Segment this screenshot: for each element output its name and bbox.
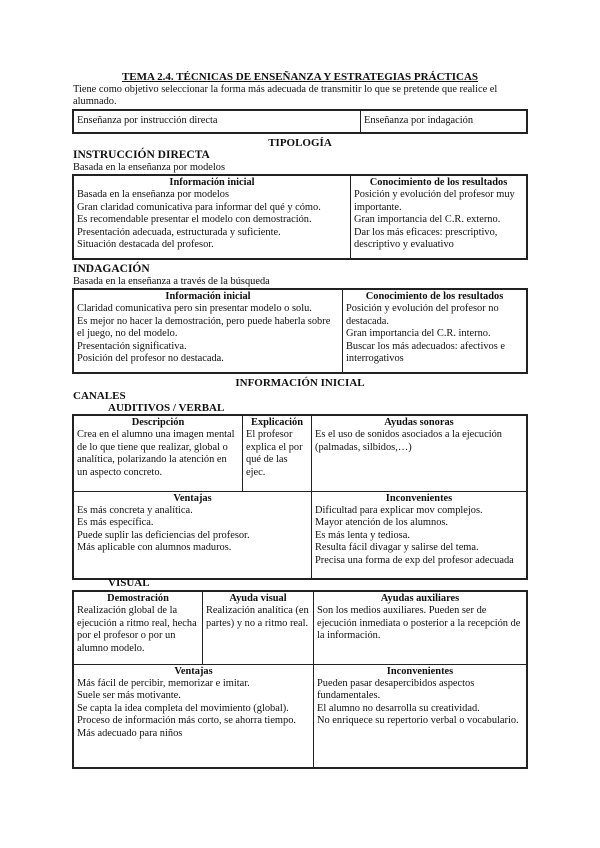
ventajas-cell xyxy=(73,664,314,768)
list-item: Es más concreta y analítica. xyxy=(77,504,193,516)
list-item: Gran importancia del C.R. externo. xyxy=(354,214,501,226)
list-item: Basada en la enseñanza por modelos xyxy=(77,189,230,201)
list-item: No enriquece su repertorio verbal o vocabulario. xyxy=(317,715,519,727)
cell-title: Conocimiento de los resultados xyxy=(365,291,504,302)
list-item: Es más lenta y tediosa. xyxy=(315,529,410,541)
descripcion-cell xyxy=(73,415,243,491)
list-item: Dar los más eficaces: prescriptivo, descriptivo y evaluativo xyxy=(354,226,498,251)
cell-text: Crea en el alumno una imagen mental de lo que tiene que realizar, global o analítica, polarizando la atención en un aspecto concreto. xyxy=(77,429,235,478)
list-item: Más adecuado para niños xyxy=(77,727,183,739)
tipologia-heading: TIPOLOGÍA xyxy=(268,137,332,149)
cell-title: Conocimiento de los resultados xyxy=(369,177,508,188)
list-item: Más fácil de percibir, memorizar e imitar. xyxy=(77,677,250,689)
list-item: Mayor atención de los alumnos. xyxy=(315,517,449,529)
cell-title: Ayudas auxiliares xyxy=(380,593,460,604)
instruccion-cr-cell xyxy=(351,175,528,259)
types-table xyxy=(72,109,528,134)
ayudas-auxiliares-cell xyxy=(314,591,528,664)
auditivos-table xyxy=(72,414,528,580)
auditivos-heading: AUDITIVOS / VERBAL xyxy=(108,402,225,414)
demostracion-cell xyxy=(73,591,203,664)
list-item: Proceso de información más corto, se ahorra tiempo. xyxy=(77,715,296,727)
cell-title: Inconvenientes xyxy=(386,665,454,677)
instruccion-heading: INSTRUCCIÓN DIRECTA xyxy=(73,149,210,161)
list-item: Gran claridad comunicativa para informar del qué y cómo. xyxy=(77,201,321,213)
visual-table xyxy=(72,590,528,769)
cell-title: Descripción xyxy=(131,417,185,428)
cell-title: Ayudas sonoras xyxy=(384,417,454,428)
list-item: Se capta la idea completa del movimiento (global). xyxy=(77,702,289,714)
cell-text: Es el uso de sonidos asociados a la ejecución (palmadas, silbidos,…) xyxy=(315,429,502,453)
cell-text: Realización analítica (en partes) y no a ritmo real. xyxy=(206,605,309,629)
list-item: Presentación significativa. xyxy=(77,340,187,352)
list-item: Resulta fácil divagar y salirse del tema. xyxy=(315,542,479,554)
instruccion-table xyxy=(72,174,528,260)
indagacion-info-cell xyxy=(73,289,343,373)
document-title: TEMA 2.4. TÉCNICAS DE ENSEÑANZA Y ESTRATEGIAS PRÁCTICAS xyxy=(121,71,479,83)
explicacion-cell xyxy=(243,415,312,491)
cell-text: Realización global de la ejecución a ritmo real, hecha por el profesor o por un alumno modelo. xyxy=(77,605,197,654)
list-item: Más aplicable con alumnos maduros. xyxy=(77,542,232,554)
cell-title: Ayuda visual xyxy=(229,593,287,604)
cell-title: Información inicial xyxy=(165,291,251,302)
indagacion-cr-cell xyxy=(343,289,528,373)
info-inicial-heading: INFORMACIÓN INICIAL xyxy=(235,377,365,389)
instruccion-subtitle: Basada en la enseñanza por modelos xyxy=(73,162,226,173)
intro-text: Tiene como objetivo seleccionar la forma más adecuada de transmitir lo que se pretende que realice el alumnado. xyxy=(73,84,498,108)
cell-title: Demostración xyxy=(107,593,169,604)
list-item: Claridad comunicativa pero sin presentar modelo o solu. xyxy=(77,303,312,315)
inconvenientes-cell xyxy=(312,491,528,579)
ayuda-visual-cell xyxy=(203,591,314,664)
indagacion-table xyxy=(72,288,528,374)
type-inquiry: Enseñanza por indagación xyxy=(361,110,528,133)
visual-heading: VISUAL xyxy=(108,577,150,589)
list-item: El alumno no desarrolla su creatividad. xyxy=(317,702,480,714)
cell-title: Inconvenientes xyxy=(385,492,453,504)
list-item: Es más específica. xyxy=(77,517,154,529)
list-item: Precisa una forma de exp del profesor adecuada xyxy=(315,554,514,566)
ventajas-cell xyxy=(73,491,312,579)
instruccion-info-cell xyxy=(73,175,351,259)
list-item: Presentación adecuada, estructurada y suficiente. xyxy=(77,226,281,238)
list-item: Dificultad para explicar mov complejos. xyxy=(315,504,483,516)
indagacion-heading: INDAGACIÓN xyxy=(73,263,150,275)
list-item: Puede suplir las deficiencias del profesor. xyxy=(77,529,250,541)
list-item: Gran importancia del C.R. interno. xyxy=(346,328,491,340)
list-item: Posición y evolución del profesor muy importante. xyxy=(354,189,515,213)
cell-text: Son los medios auxiliares. Pueden ser de ejecución inmediata o posterior a la recepción de la información. xyxy=(317,605,521,642)
list-item: Situación destacada del profesor. xyxy=(77,239,214,251)
list-item: Es recomendable presentar el modelo con demostración. xyxy=(77,214,312,226)
list-item: Posición y evolución del profesor no destacada. xyxy=(346,303,499,327)
list-item: Suele ser más motivante. xyxy=(77,690,181,702)
list-item: Es mejor no hacer la demostración, pero puede haberla sobre el juego, no del modelo. xyxy=(77,315,331,340)
cell-text: El profesor explica el por qué de las ejec. xyxy=(246,429,303,478)
cell-title: Ventajas xyxy=(174,665,213,677)
cell-title: Ventajas xyxy=(173,492,212,504)
cell-title: Información inicial xyxy=(169,177,255,188)
type-direct: Enseñanza por instrucción directa xyxy=(73,110,361,133)
list-item: Pueden pasar desapercibidos aspectos fundamentales. xyxy=(317,677,475,702)
list-item: Buscar los más adecuados: afectivos e interrogativos xyxy=(346,340,505,365)
inconvenientes-cell xyxy=(314,664,528,768)
cell-title: Explicación xyxy=(251,417,303,428)
indagacion-subtitle: Basada en la enseñanza a través de la búsqueda xyxy=(73,276,270,287)
ayudas-sonoras-cell xyxy=(312,415,528,491)
canales-heading: CANALES xyxy=(73,390,126,402)
list-item: Posición del profesor no destacada. xyxy=(77,353,224,365)
